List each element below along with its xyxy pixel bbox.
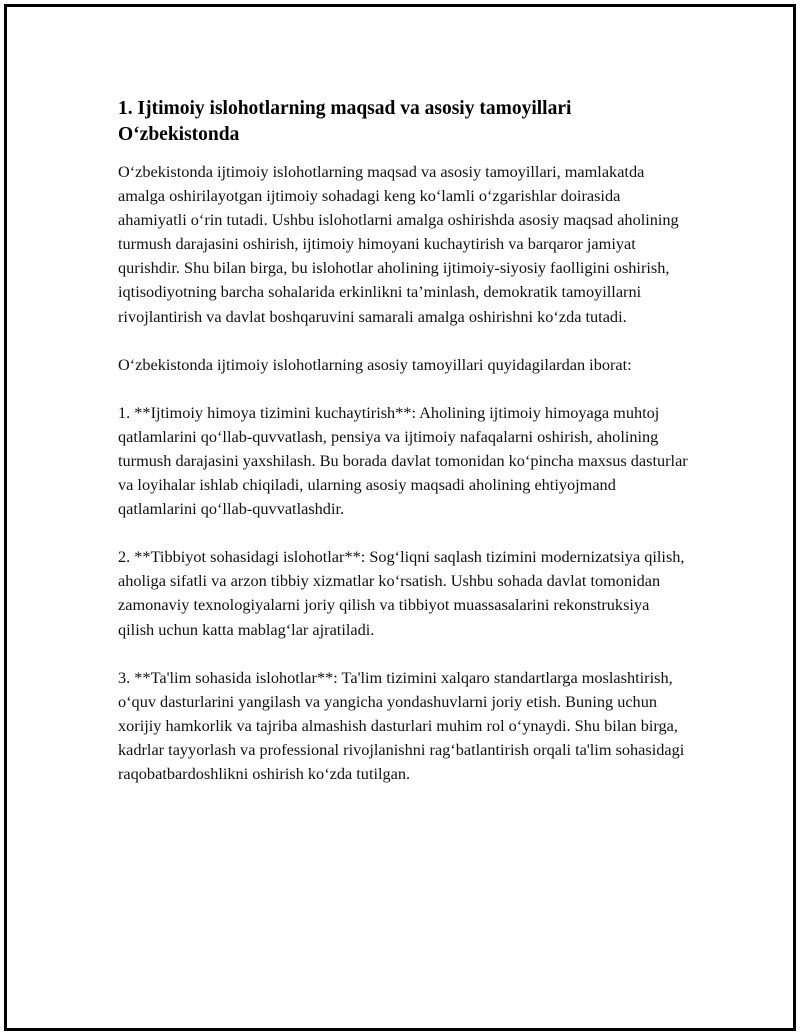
document-heading: 1. Ijtimoiy islohotlarning maqsad va asosiy tamoyillari O‘zbekistonda <box>118 98 572 145</box>
principle-social-protection: 1. **Ijtimoiy himoya tizimini kuchaytirish**: Aholining ijtimoiy himoyaga muhtoj qatlamlarini qo‘llab-quvvatlash, pensiya va ijtimoiy nafaqalarni oshirish, aholining turmush darajasini yaxshilash. Bu borada davlat tomonidan ko‘pincha maxsus dasturlar va loyihalar ishlab chiqiladi, ularning asosiy maqsadi aholining ehtiyojmand qatlamlarini qo‘llab-quvvatlashdir. <box>118 402 688 519</box>
principle-healthcare-reform: 2. **Tibbiyot sohasidagi islohotlar**: Sog‘liqni saqlash tizimini modernizatsiya qilish, aholiga sifatli va arzon tibbiy xizmatlar ko‘rsatish. Ushbu sohada davlat tomonidan zamonaviy texnologiyalarni joriy qilish va tibbiyot muassasalarini rekonstruksiya qilish uchun katta mablag‘lar ajratiladi. <box>118 547 685 639</box>
document-body <box>118 96 688 810</box>
principle-education-reform: 3. **Ta'lim sohasida islohotlar**: Ta'lim tizimini xalqaro standartlarga moslashtirish, o‘quv dasturlarini yangilash va yangicha yondashuvlarni joriy etish. Buning uchun xorijiy hamkorlik va tajriba almashish dasturlari muhim rol o‘ynaydi. Shu bilan birga, kadrlar tayyorlash va professional rivojlanishni rag‘batlantirish orqali ta'lim sohasidagi raqobatbardoshlikni oshirish ko‘zda tutilgan. <box>118 667 685 783</box>
principles-intro-paragraph: O‘zbekistonda ijtimoiy islohotlarning asosiy tamoyillari quyidagilardan iborat: <box>118 354 632 374</box>
intro-paragraph: O‘zbekistonda ijtimoiy islohotlarning maqsad va asosiy tamoyillari, mamlakatda amalga oshirilayotgan ijtimoiy sohadagi keng ko‘lamli o‘zgarishlar doirasida ahamiyatli o‘rin tutadi. Ushbu islohotlarni amalga oshirishda asosiy maqsad aholining turmush darajasini oshirish, ijtimoiy himoyani kuchaytirish va barqaror jamiyat qurishdir. Shu bilan birga, bu islohotlar aholining ijtimoiy-siyosiy faolligini oshirish, iqtisodiyotning barcha sohalarida erkinlikni ta’minlash, demokratik tamoyillarni rivojlantirish va davlat boshqaruvini samarali amalga oshirishni ko‘zda tutadi. <box>118 162 679 326</box>
